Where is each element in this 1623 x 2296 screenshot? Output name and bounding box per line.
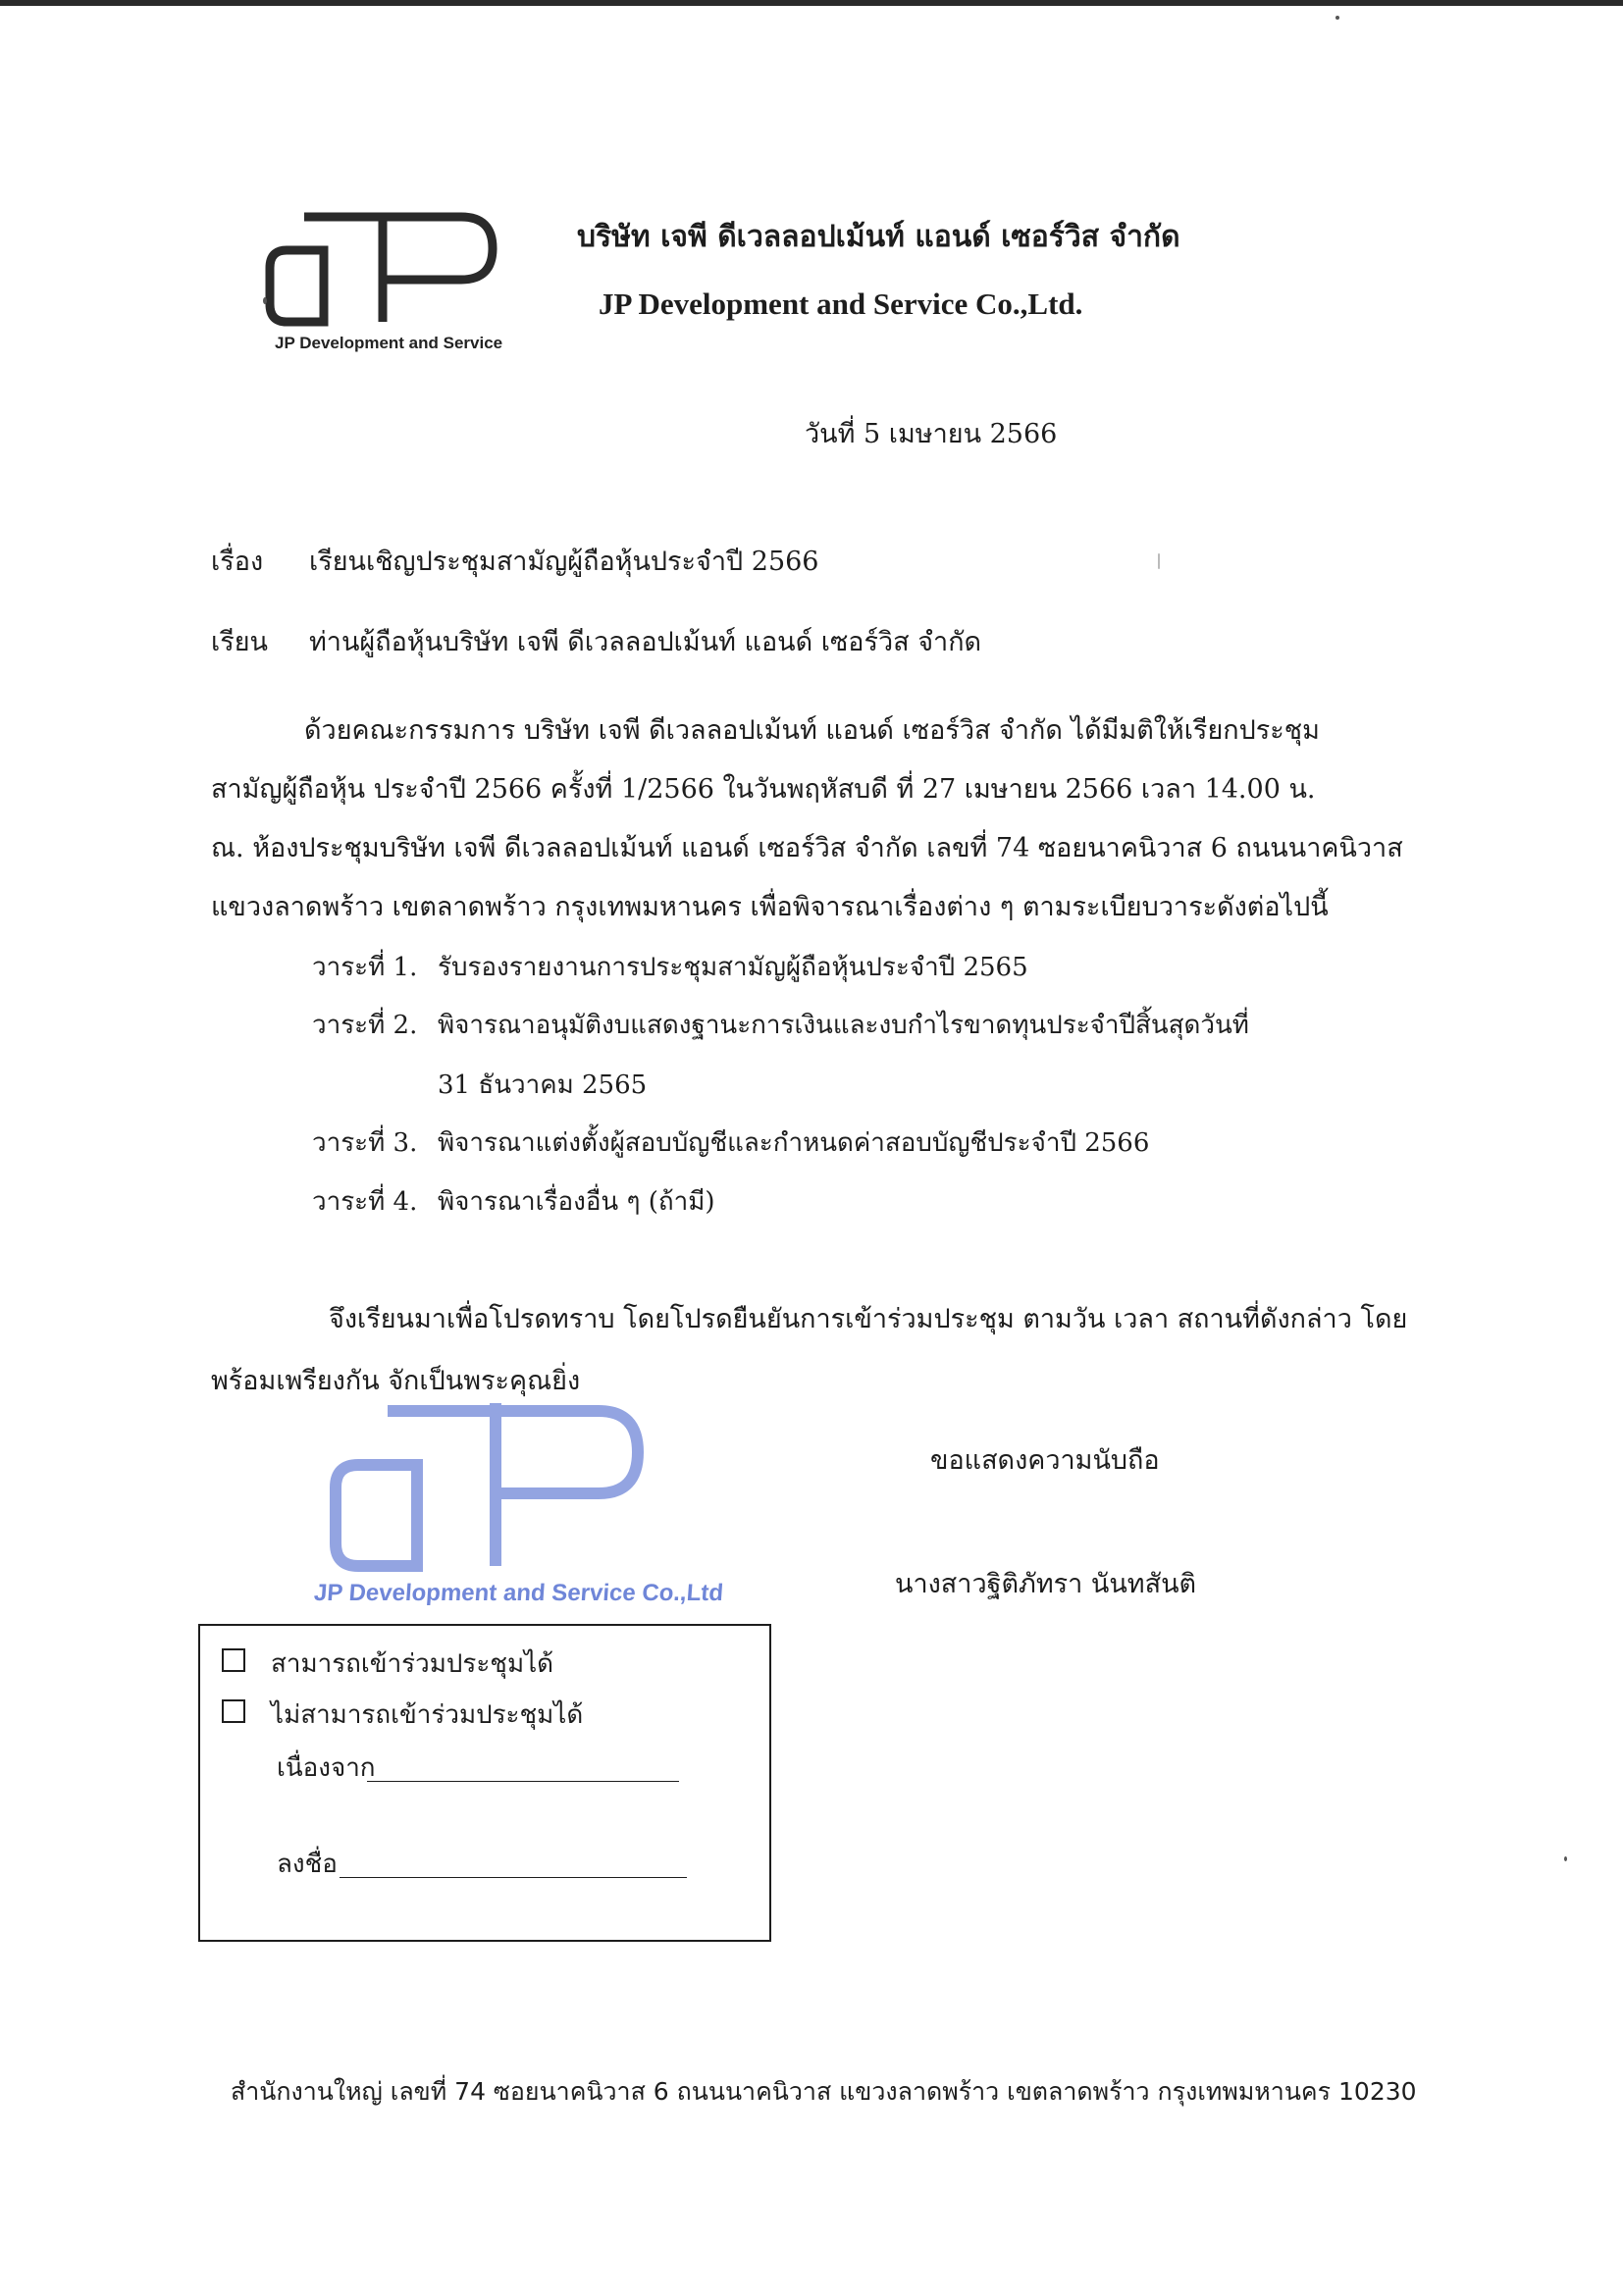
scan-top-edge [0, 0, 1623, 6]
letter-date: วันที่ 5 เมษายน 2566 [805, 419, 1058, 449]
body-line-1: ด้วยคณะกรรมการ บริษัท เจพี ดีเวลลอปเม้นท์ แอนด์ เซอร์วิส จำกัด ได้มีมติให้เรียกประชุม [304, 715, 1320, 746]
signer-name: นางสาวฐิติภัทรา นันทสันติ [895, 1569, 1197, 1599]
agenda-1-text: รับรองรายงานการประชุมสามัญผู้ถือหุ้นประจำปี 2565 [438, 953, 1028, 982]
agenda-2-text-continued: 31 ธันวาคม 2565 [438, 1070, 648, 1100]
closing-line-1: จึงเรียนมาเพื่อโปรดทราบ โดยโปรดยืนยันการเข้าร่วมประชุม ตามวัน เวลา สถานที่ดังกล่าว โดย [329, 1304, 1408, 1334]
scan-speck [263, 297, 267, 304]
regards-text: ขอแสดงความนับถือ [930, 1445, 1160, 1476]
reason-label: เนื่องจาก [277, 1753, 376, 1783]
agenda-4-text: พิจารณาเรื่องอื่น ๆ (ถ้ามี) [438, 1187, 715, 1217]
scan-speck [1158, 553, 1160, 569]
body-line-3: ณ. ห้องประชุมบริษัท เจพี ดีเวลลอปเม้นท์ แอนด์ เซอร์วิส จำกัด เลขที่ 74 ซอยนาคนิวาส 6 ถนนนาคนิวาส [211, 833, 1403, 863]
reason-blank-line[interactable] [367, 1781, 679, 1782]
agenda-3-text: พิจารณาแต่งตั้งผู้สอบบัญชีและกำหนดค่าสอบบัญชีประจำปี 2566 [438, 1128, 1150, 1158]
attend-label: สามารถเข้าร่วมประชุมได้ [271, 1649, 554, 1679]
scan-speck [1564, 1856, 1567, 1861]
company-name-en: JP Development and Service Co.,Ltd. [599, 287, 1083, 321]
logo-caption: JP Development and Service [275, 334, 503, 352]
body-line-2: สามัญผู้ถือหุ้น ประจำปี 2566 ครั้งที่ 1/2566 ในวันพฤหัสบดี ที่ 27 เมษายน 2566 เวลา 14.00 น. [211, 774, 1316, 805]
attend-checkbox[interactable] [222, 1648, 245, 1672]
footer-address: สำนักงานใหญ่ เลขที่ 74 ซอยนาคนิวาส 6 ถนนนาคนิวาส แขวงลาดพร้าว เขตลาดพร้าว กรุงเทพมหานคร 10230 [231, 2077, 1417, 2106]
scan-speck [1335, 16, 1339, 20]
recipient-text: ท่านผู้ถือหุ้นบริษัท เจพี ดีเวลลอปเม้นท์ แอนด์ เซอร์วิส จำกัด [309, 627, 982, 657]
subject-text: เรียนเชิญประชุมสามัญผู้ถือหุ้นประจำปี 2566 [309, 547, 819, 577]
not-attend-label: ไม่สามารถเข้าร่วมประชุมได้ [271, 1700, 584, 1730]
company-name-thai: บริษัท เจพี ดีเวลลอปเม้นท์ แอนด์ เซอร์วิส จำกัด [577, 220, 1180, 254]
agenda-2-label: วาระที่ 2. [312, 1011, 418, 1040]
agenda-4-label: วาระที่ 4. [312, 1187, 418, 1217]
agenda-2-text: พิจารณาอนุมัติงบแสดงฐานะการเงินและงบกำไรขาดทุนประจำปีสิ้นสุดวันที่ [438, 1011, 1249, 1040]
agenda-3-label: วาระที่ 3. [312, 1128, 418, 1158]
not-attend-checkbox[interactable] [222, 1699, 245, 1723]
body-line-4: แขวงลาดพร้าว เขตลาดพร้าว กรุงเทพมหานคร เพื่อพิจารณาเรื่องต่าง ๆ ตามระเบียบวาระดังต่อไปนี้ [211, 892, 1329, 922]
recipient-label: เรียน [211, 627, 269, 657]
reply-form [198, 1624, 771, 1942]
agenda-1-label: วาระที่ 1. [312, 953, 418, 982]
signature-label: ลงชื่อ [277, 1850, 338, 1879]
subject-label: เรื่อง [211, 547, 264, 577]
closing-line-2: พร้อมเพรียงกัน จักเป็นพระคุณยิ่ง [211, 1366, 581, 1396]
signature-blank-line[interactable] [340, 1877, 687, 1878]
stamp-caption: JP Development and Service Co.,Ltd [313, 1580, 724, 1606]
